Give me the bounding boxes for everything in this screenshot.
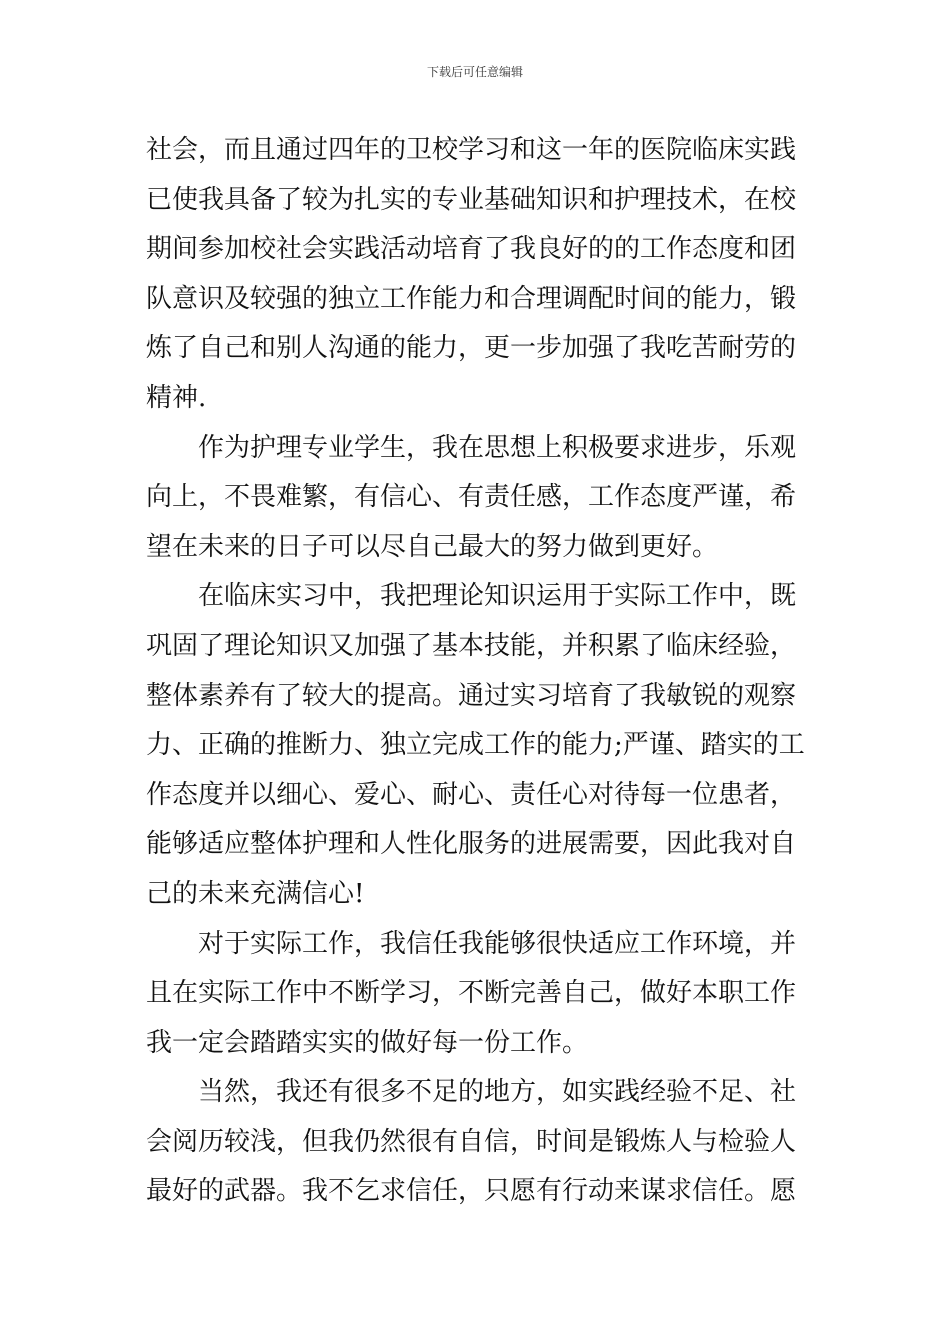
paragraph-3 bbox=[146, 572, 806, 919]
text-line: 我一定会踏踏实实的做好每一份工作。 bbox=[146, 1027, 589, 1058]
paragraph-2 bbox=[146, 424, 806, 573]
text-line: 作态度并以细心、爱心、耐心、责任心对待每一位患者， bbox=[146, 779, 797, 810]
text-line: 最好的武器。我不乞求信任，只愿有行动来谋求信任。愿 bbox=[146, 1176, 797, 1207]
text-line-first: 作为护理专业学生，我在思想上积极要求进步，乐观 bbox=[198, 432, 797, 463]
text-line: 队意识及较强的独立工作能力和合理调配时间的能力，锻 bbox=[146, 283, 797, 314]
text-line: 已使我具备了较为扎实的专业基础知识和护理技术，在校 bbox=[146, 184, 797, 215]
text-line: 整体素养有了较大的提高。通过实习培育了我敏锐的观察 bbox=[146, 680, 797, 711]
text-line: 期间参加校社会实践活动培育了我良好的的工作态度和团 bbox=[146, 234, 797, 265]
text-line: 巩固了理论知识又加强了基本技能，并积累了临床经验， bbox=[146, 630, 797, 661]
text-line: 向上，不畏难繁，有信心、有责任感，工作态度严谨，希 bbox=[146, 482, 797, 513]
paragraph-5 bbox=[146, 1068, 806, 1217]
document-body bbox=[146, 126, 806, 1217]
text-line: 且在实际工作中不断学习，不断完善自己，做好本职工作 bbox=[146, 978, 797, 1009]
text-line: 精神. bbox=[146, 382, 207, 413]
paragraph-1 bbox=[146, 126, 806, 424]
text-line-first: 对于实际工作，我信任我能够很快适应工作环境，并 bbox=[198, 928, 797, 959]
text-line: 能够适应整体护理和人性化服务的进展需要，因此我对自 bbox=[146, 829, 797, 860]
text-line: 社会，而且通过四年的卫校学习和这一年的医院临床实践 bbox=[146, 135, 797, 165]
text-line-first: 在临床实习中，我把理论知识运用于实际工作中，既 bbox=[198, 581, 797, 612]
page-header bbox=[0, 64, 950, 80]
text-line: 己的未来充满信心! bbox=[146, 878, 365, 909]
text-line: 望在未来的日子可以尽自己最大的努力做到更好。 bbox=[146, 531, 719, 562]
header-text: 下载后可任意编辑 bbox=[426, 65, 523, 79]
text-line: 力、正确的推断力、独立完成工作的能力;严谨、踏实的工 bbox=[146, 730, 805, 761]
text-line: 炼了自己和别人沟通的能力，更一步加强了我吃苦耐劳的 bbox=[146, 333, 797, 364]
paragraph-4 bbox=[146, 920, 806, 1069]
text-line: 会阅历较浅，但我仍然很有自信，时间是锻炼人与检验人 bbox=[146, 1126, 797, 1157]
text-line-first: 当然，我还有很多不足的地方，如实践经验不足、社 bbox=[198, 1077, 797, 1108]
